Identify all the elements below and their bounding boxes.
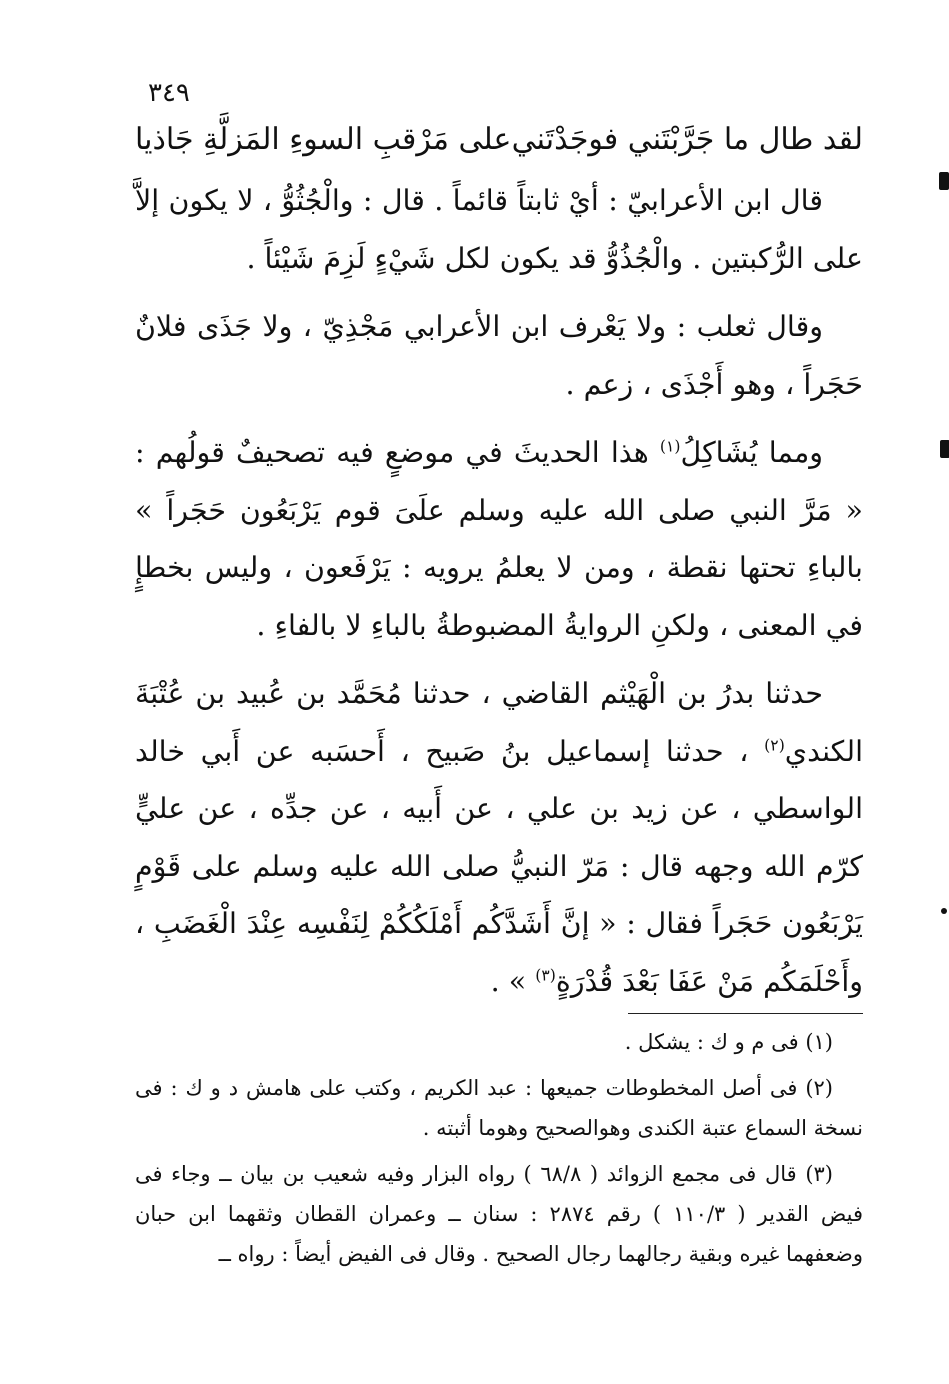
footnote-separator [628,1013,863,1014]
paragraph: وقال ثعلب : ولا يَعْرف ابن الأعرابي مَجْذِيّ ، ولا جَذَى فلانٌ حَجَراً ، وهو أَجْذَى ، زعم . [135,310,863,401]
paragraph-text: حدثنا بدرُ بن الْهَيْثم القاضي ، حدثنا مُحَمَّد بن عُبيد بن عُتْبَةَ الكندي [135,677,864,768]
verse-second-hemistich: على مَرْقبِ السوءِ المَزلَّةِ جَاذيا [135,122,512,157]
verse-first-hemistich: لقد طال ما جَرَّبْتَني فوجَدْتَني [511,122,863,157]
scan-edge-mark [939,172,949,190]
paragraph [135,665,863,1010]
page-number: ٣٤٩ [148,78,190,108]
paragraph [135,424,863,654]
footnote-reference: (٢) [764,735,785,754]
footnotes [135,1022,863,1280]
paragraph-text: ومما يُشَاكِلُ [680,436,823,469]
body-text [135,172,863,1021]
paragraph-text: » . [490,964,536,998]
footnote: (٢) فى أصل المخطوطات جميعها : عبد الكريم ، وكتب على هامش د و ك : فى نسخة السماع عتبة الكندى وهوالصحيح وهوما أثبته . [135,1076,863,1140]
footnote: (٣) قال فى مجمع الزوائد ( ٦٨/٨ ) رواه البزار وفيه شعيب بن بيان ــ وجاء فى فيض القدير ( ١١٠/٣ ) رقم ٢٨٧٤ : سنان ــ وعمران القطان وثقهما ابن حبان وضعفهما غيره وبقية رجالهما رجال الصحيح . وقال فى الفيض أيضاً : رواه ــ [135,1162,863,1266]
scan-edge-mark [941,908,947,914]
verse-line [135,122,863,174]
footnote-reference: (٣) [535,965,556,984]
paragraph-text: ، حدثنا إسماعيل بنُ صَبيح ، أَحسَبه عن أَبي خالد الواسطي ، عن زيد بن علي ، عن أَبيه ، عن جدِّه ، عن عليٍّ كرّم الله وجهه قال : مَرّ النبيُّ صلى الله عليه وسلم على قَوْمٍ يَرْبَعُون حَجَراً فقال : « إنَّ أَشَدَّكُم أَمْلَكُكُمْ لِنَفْسِه عِنْدَ الْغَضَبِ ، وأَحْلَمَكُم مَنْ عَفَا بَعْدَ قُدْرَةٍ [135,734,863,998]
footnote: (١) فى م و ك : يشكل . [624,1030,833,1054]
paragraph-text: هذا الحديثَ في موضعٍ فيه تصحيفٌ قولُهم : « مَرَّ النبي صلى الله عليه وسلم علَىَ قوم يَرْبَعُون حَجَراً » بالباءِ تحتها نقطة ، ومن لا يعلمُ يرويه : يَرْفَعون ، وليس بخطإٍ في المعنى ، ولكنِ الروايةُ المضبوطةُ بالباءِ لا بالفاءِ . [135,436,863,642]
paragraph: قال ابن الأعرابيّ : أيْ ثابتاً قائماً . قال : والْجُثُوُّ ، لا يكون إلاَّ على الرُّكبتين . والْجُذُوُّ قد يكون لكل شَيْءٍ لَزِمَ شَيْئاً . [135,184,863,275]
footnote-reference: (١) [659,436,681,456]
scan-edge-mark [940,440,949,458]
